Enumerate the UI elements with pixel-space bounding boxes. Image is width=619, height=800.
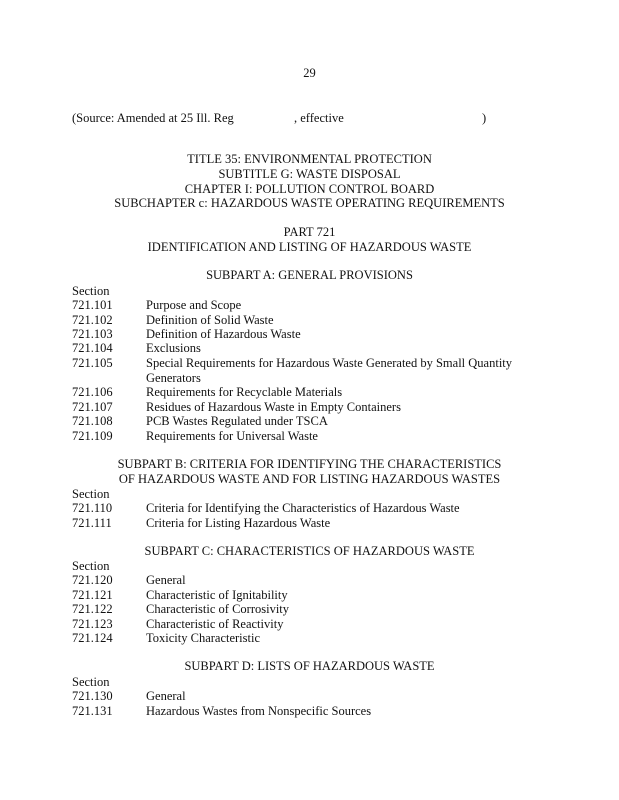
section-title: Requirements for Universal Waste [146,429,318,443]
subpart-title: SUBPART D: LISTS OF HAZARDOUS WASTE [184,659,435,673]
section-title: Characteristic of Corrosivity [146,602,290,616]
section-number: 721.123 [72,617,113,631]
section-label: Section [72,559,110,573]
page-number: 29 [303,66,316,80]
part-name: IDENTIFICATION AND LISTING OF HAZARDOUS WASTE [147,240,472,254]
section-title: Criteria for Identifying the Characteristics of Hazardous Waste [146,501,460,515]
source-note-close: ) [482,111,487,125]
heading-title: TITLE 35: ENVIRONMENTAL PROTECTION [187,152,432,166]
source-note-effective: , effective [294,111,344,125]
section-title: Residues of Hazardous Waste in Empty Containers [146,400,401,414]
subpart-title-line1: SUBPART B: CRITERIA FOR IDENTIFYING THE CHARACTERISTICS [117,457,502,471]
section-title: General [146,573,186,587]
heading-subtitle: SUBTITLE G: WASTE DISPOSAL [218,167,401,181]
section-label: Section [72,284,110,298]
heading-chapter: CHAPTER I: POLLUTION CONTROL BOARD [184,182,435,196]
section-title: Hazardous Wastes from Nonspecific Sources [146,704,372,718]
section-number: 721.108 [72,414,113,428]
source-note-prefix: (Source: Amended at 25 Ill. Reg [72,111,234,125]
section-number: 721.102 [72,313,113,327]
section-number: 721.104 [72,341,113,355]
section-label: Section [72,487,110,501]
section-label: Section [72,675,110,689]
section-number: 721.106 [72,385,113,399]
subpart-title: SUBPART C: CHARACTERISTICS OF HAZARDOUS WASTE [144,544,475,558]
section-title: Special Requirements for Hazardous Waste Generated by Small Quantity Generators [146,356,513,385]
section-title: Definition of Solid Waste [146,313,274,327]
section-title: Requirements for Recyclable Materials [146,385,343,399]
subpart-title: SUBPART A: GENERAL PROVISIONS [206,268,413,282]
section-title: Toxicity Characteristic [146,631,261,645]
section-title: PCB Wastes Regulated under TSCA [146,414,328,428]
section-number: 721.110 [72,501,113,515]
section-title: Purpose and Scope [146,298,242,312]
section-number: 721.109 [72,429,113,443]
section-number: 721.107 [72,400,113,414]
section-number: 721.111 [72,516,112,530]
part-number: PART 721 [283,225,336,239]
section-title: Criteria for Listing Hazardous Waste [146,516,331,530]
section-title: Characteristic of Ignitability [146,588,288,602]
section-title: Exclusions [146,341,201,355]
section-title: Characteristic of Reactivity [146,617,284,631]
section-title: Definition of Hazardous Waste [146,327,301,341]
section-number: 721.122 [72,602,113,616]
section-number: 721.105 [72,356,113,370]
section-number: 721.103 [72,327,113,341]
section-number: 721.121 [72,588,113,602]
section-number: 721.131 [72,704,113,718]
subpart-title-line2: OF HAZARDOUS WASTE AND FOR LISTING HAZARDOUS WASTES [118,472,501,486]
section-number: 721.124 [72,631,113,645]
section-number: 721.120 [72,573,113,587]
section-title: General [146,689,186,703]
heading-subchapter: SUBCHAPTER c: HAZARDOUS WASTE OPERATING REQUIREMENTS [114,196,505,210]
section-number: 721.101 [72,298,113,312]
section-number: 721.130 [72,689,113,703]
